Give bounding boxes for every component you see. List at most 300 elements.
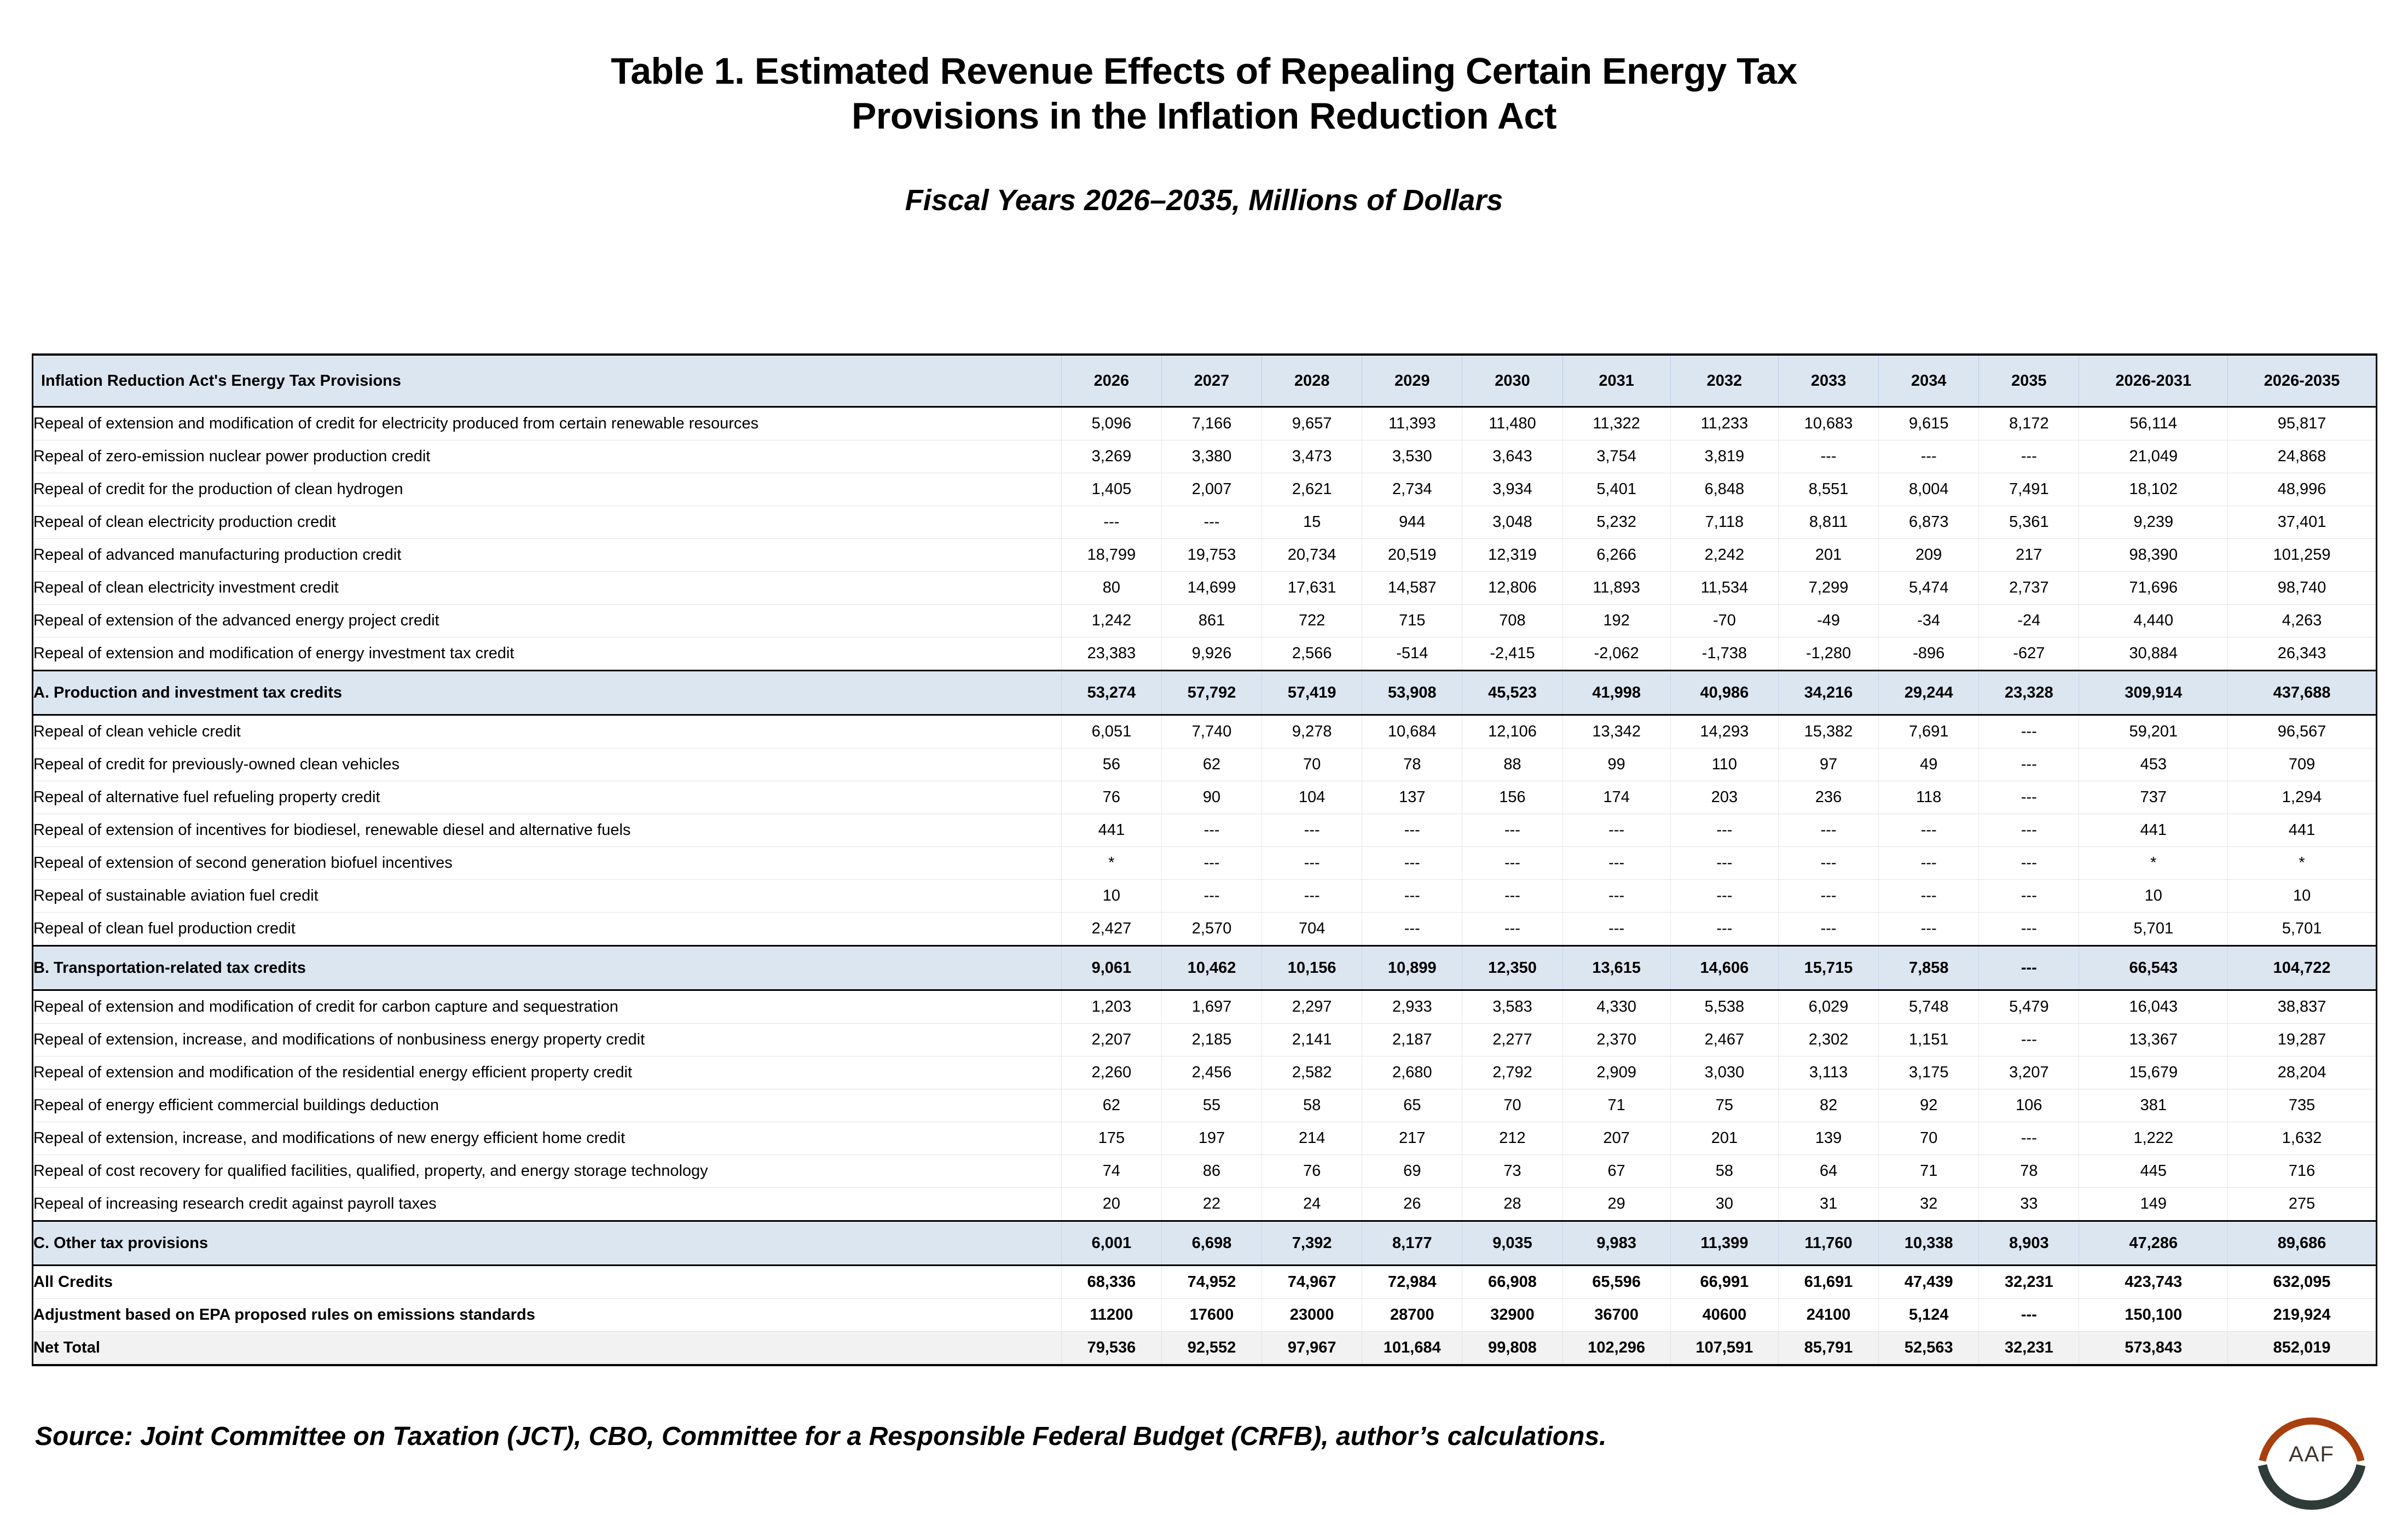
- cell-value: 11,893: [1562, 572, 1670, 605]
- cell-value: 18,799: [1061, 539, 1161, 572]
- cell-value: 30,884: [2079, 637, 2228, 671]
- cell-value: 78: [1979, 1155, 2079, 1188]
- cell-value: ---: [1562, 880, 1670, 913]
- revenue-effects-table: [32, 353, 2377, 1366]
- cell-value: -2,062: [1562, 637, 1670, 671]
- cell-value: 33: [1979, 1188, 2079, 1221]
- cell-value: 2,570: [1161, 913, 1261, 946]
- cell-value: 2,207: [1061, 1024, 1161, 1057]
- row-label: Repeal of clean vehicle credit: [33, 715, 1062, 748]
- section-subtotal-row: [33, 946, 2377, 990]
- cell-value: 1,697: [1161, 990, 1261, 1024]
- cell-value: 24100: [1779, 1299, 1879, 1332]
- cell-value: 96,567: [2228, 715, 2377, 748]
- cell-value: 10,156: [1262, 946, 1362, 990]
- cell-value: -49: [1779, 605, 1879, 637]
- cell-value: 53,274: [1061, 671, 1161, 715]
- cell-value: 62: [1061, 1089, 1161, 1122]
- row-label: Repeal of credit for previously-owned clean vehicles: [33, 748, 1062, 781]
- cell-value: 2,187: [1362, 1024, 1462, 1057]
- row-label: Repeal of credit for the production of clean hydrogen: [33, 473, 1062, 506]
- cell-value: 6,873: [1879, 506, 1979, 539]
- cell-value: 22: [1161, 1188, 1261, 1221]
- cell-value: 28700: [1362, 1299, 1462, 1332]
- cell-value: 13,342: [1562, 715, 1670, 748]
- cell-value: 2,427: [1061, 913, 1161, 946]
- table-row: [33, 1057, 2377, 1089]
- cell-value: 423,743: [2079, 1266, 2228, 1299]
- cell-value: ---: [1562, 847, 1670, 880]
- cell-value: -34: [1879, 605, 1979, 637]
- cell-value: 38,837: [2228, 990, 2377, 1024]
- cell-value: 9,926: [1161, 637, 1261, 671]
- cell-value: ---: [1462, 913, 1562, 946]
- row-label: Net Total: [33, 1332, 1062, 1366]
- table-row: [33, 473, 2377, 506]
- cell-value: 10,462: [1161, 946, 1261, 990]
- cell-value: *: [2228, 847, 2377, 880]
- cell-value: 98,390: [2079, 539, 2228, 572]
- cell-value: 10: [1061, 880, 1161, 913]
- cell-value: 7,166: [1161, 407, 1261, 440]
- cell-value: 70: [1462, 1089, 1562, 1122]
- cell-value: 437,688: [2228, 671, 2377, 715]
- cell-value: 11200: [1061, 1299, 1161, 1332]
- cell-value: 4,330: [1562, 990, 1670, 1024]
- section-subtotal-row: [33, 1221, 2377, 1266]
- cell-value: 71,696: [2079, 572, 2228, 605]
- section-subtotal-row: [33, 671, 2377, 715]
- cell-value: 92,552: [1161, 1332, 1261, 1366]
- cell-value: 214: [1262, 1122, 1362, 1155]
- cell-value: 203: [1670, 781, 1778, 814]
- cell-value: 5,361: [1979, 506, 2079, 539]
- cell-value: 14,293: [1670, 715, 1778, 748]
- column-header-2033: 2033: [1779, 355, 1879, 407]
- cell-value: 6,698: [1161, 1221, 1261, 1266]
- cell-value: 40600: [1670, 1299, 1778, 1332]
- cell-value: 26,343: [2228, 637, 2377, 671]
- cell-value: 445: [2079, 1155, 2228, 1188]
- cell-value: ---: [1670, 880, 1778, 913]
- cell-value: 2,141: [1262, 1024, 1362, 1057]
- cell-value: 24: [1262, 1188, 1362, 1221]
- row-label: Repeal of extension and modification of the residential energy efficient property credit: [33, 1057, 1062, 1089]
- cell-value: 68,336: [1061, 1266, 1161, 1299]
- column-header-2032: 2032: [1670, 355, 1778, 407]
- cell-value: 32,231: [1979, 1332, 2079, 1366]
- cell-value: 10: [2079, 880, 2228, 913]
- cell-value: 41,998: [1562, 671, 1670, 715]
- column-header-2030: 2030: [1462, 355, 1562, 407]
- cell-value: 106: [1979, 1089, 2079, 1122]
- cell-value: 97,967: [1262, 1332, 1362, 1366]
- page-title-line1: Table 1. Estimated Revenue Effects of Repealing Certain Energy Tax: [611, 50, 1797, 92]
- column-header-2035: 2035: [1979, 355, 2079, 407]
- cell-value: 6,848: [1670, 473, 1778, 506]
- cell-value: 201: [1670, 1122, 1778, 1155]
- row-label: Repeal of extension, increase, and modifications of nonbusiness energy property credit: [33, 1024, 1062, 1057]
- cell-value: 5,232: [1562, 506, 1670, 539]
- cell-value: 9,983: [1562, 1221, 1670, 1266]
- cell-value: 137: [1362, 781, 1462, 814]
- table-row: [33, 506, 2377, 539]
- table-row: [33, 847, 2377, 880]
- cell-value: ---: [1979, 946, 2079, 990]
- cell-value: 8,903: [1979, 1221, 2079, 1266]
- cell-value: 852,019: [2228, 1332, 2377, 1366]
- cell-value: 26: [1362, 1188, 1462, 1221]
- cell-value: 86: [1161, 1155, 1261, 1188]
- cell-value: 1,203: [1061, 990, 1161, 1024]
- cell-value: 56,114: [2079, 407, 2228, 440]
- cell-value: ---: [1979, 847, 2079, 880]
- column-header-2028: 2028: [1262, 355, 1362, 407]
- cell-value: 48,996: [2228, 473, 2377, 506]
- cell-value: 2,909: [1562, 1057, 1670, 1089]
- cell-value: 8,177: [1362, 1221, 1462, 1266]
- cell-value: 85,791: [1779, 1332, 1879, 1366]
- cell-value: 73: [1462, 1155, 1562, 1188]
- cell-value: 3,473: [1262, 440, 1362, 473]
- net-total-row: [33, 1332, 2377, 1366]
- cell-value: 40,986: [1670, 671, 1778, 715]
- grand-total-row: [33, 1266, 2377, 1299]
- cell-value: 92: [1879, 1089, 1979, 1122]
- cell-value: 9,657: [1262, 407, 1362, 440]
- cell-value: 52,563: [1879, 1332, 1979, 1366]
- cell-value: 57,792: [1161, 671, 1261, 715]
- cell-value: 58: [1262, 1089, 1362, 1122]
- cell-value: ---: [1462, 814, 1562, 847]
- cell-value: ---: [1979, 880, 2079, 913]
- cell-value: 275: [2228, 1188, 2377, 1221]
- cell-value: 174: [1562, 781, 1670, 814]
- cell-value: 1,242: [1061, 605, 1161, 637]
- cell-value: 5,479: [1979, 990, 2079, 1024]
- cell-value: 69: [1362, 1155, 1462, 1188]
- cell-value: 7,691: [1879, 715, 1979, 748]
- cell-value: 6,266: [1562, 539, 1670, 572]
- cell-value: 95,817: [2228, 407, 2377, 440]
- cell-value: 5,538: [1670, 990, 1778, 1024]
- cell-value: 101,684: [1362, 1332, 1462, 1366]
- cell-value: 74,952: [1161, 1266, 1261, 1299]
- row-label: Repeal of cost recovery for qualified facilities, qualified, property, and energy storage technology: [33, 1155, 1062, 1188]
- cell-value: 9,278: [1262, 715, 1362, 748]
- cell-value: 2,566: [1262, 637, 1362, 671]
- cell-value: 3,207: [1979, 1057, 2079, 1089]
- cell-value: ---: [1161, 506, 1261, 539]
- cell-value: 2,621: [1262, 473, 1362, 506]
- cell-value: 2,737: [1979, 572, 2079, 605]
- cell-value: 10,683: [1779, 407, 1879, 440]
- cell-value: 31: [1779, 1188, 1879, 1221]
- cell-value: 709: [2228, 748, 2377, 781]
- cell-value: 715: [1362, 605, 1462, 637]
- row-label: Repeal of clean fuel production credit: [33, 913, 1062, 946]
- cell-value: -514: [1362, 637, 1462, 671]
- cell-value: 32900: [1462, 1299, 1562, 1332]
- cell-value: 453: [2079, 748, 2228, 781]
- cell-value: ---: [1670, 913, 1778, 946]
- cell-value: 66,908: [1462, 1266, 1562, 1299]
- cell-value: 18,102: [2079, 473, 2228, 506]
- cell-value: 704: [1262, 913, 1362, 946]
- cell-value: ---: [1362, 880, 1462, 913]
- cell-value: ---: [1979, 1122, 2079, 1155]
- cell-value: 13,367: [2079, 1024, 2228, 1057]
- cell-value: ---: [1362, 847, 1462, 880]
- table-row: [33, 637, 2377, 671]
- cell-value: 197: [1161, 1122, 1261, 1155]
- cell-value: ---: [1262, 847, 1362, 880]
- cell-value: 5,701: [2228, 913, 2377, 946]
- cell-value: 209: [1879, 539, 1979, 572]
- table-row: [33, 880, 2377, 913]
- cell-value: 11,760: [1779, 1221, 1879, 1266]
- cell-value: 10: [2228, 880, 2377, 913]
- cell-value: 2,582: [1262, 1057, 1362, 1089]
- row-label: C. Other tax provisions: [33, 1221, 1062, 1266]
- cell-value: 6,029: [1779, 990, 1879, 1024]
- aaf-logo: [2246, 1394, 2377, 1525]
- cell-value: 10,338: [1879, 1221, 1979, 1266]
- cell-value: 236: [1779, 781, 1879, 814]
- cell-value: 441: [2079, 814, 2228, 847]
- cell-value: ---: [1779, 814, 1879, 847]
- cell-value: 15,679: [2079, 1057, 2228, 1089]
- cell-value: 219,924: [2228, 1299, 2377, 1332]
- cell-value: 78: [1362, 748, 1462, 781]
- cell-value: 88: [1462, 748, 1562, 781]
- cell-value: 97: [1779, 748, 1879, 781]
- cell-value: 79,536: [1061, 1332, 1161, 1366]
- cell-value: 8,172: [1979, 407, 2079, 440]
- cell-value: 28,204: [2228, 1057, 2377, 1089]
- cell-value: ---: [1879, 814, 1979, 847]
- cell-value: 708: [1462, 605, 1562, 637]
- cell-value: 1,294: [2228, 781, 2377, 814]
- cell-value: 2,007: [1161, 473, 1261, 506]
- column-header-2026-2031: 2026-2031: [2079, 355, 2228, 407]
- cell-value: 110: [1670, 748, 1778, 781]
- cell-value: 75: [1670, 1089, 1778, 1122]
- cell-value: 21,049: [2079, 440, 2228, 473]
- cell-value: 64: [1779, 1155, 1879, 1188]
- cell-value: 37,401: [2228, 506, 2377, 539]
- cell-value: 5,401: [1562, 473, 1670, 506]
- cell-value: *: [1061, 847, 1161, 880]
- row-label: Repeal of increasing research credit against payroll taxes: [33, 1188, 1062, 1221]
- cell-value: 3,113: [1779, 1057, 1879, 1089]
- cell-value: ---: [1879, 847, 1979, 880]
- cell-value: 212: [1462, 1122, 1562, 1155]
- cell-value: 32: [1879, 1188, 1979, 1221]
- cell-value: 71: [1879, 1155, 1979, 1188]
- cell-value: 632,095: [2228, 1266, 2377, 1299]
- table-body: [33, 407, 2377, 1366]
- cell-value: 61,691: [1779, 1266, 1879, 1299]
- cell-value: 7,740: [1161, 715, 1261, 748]
- cell-value: 23,328: [1979, 671, 2079, 715]
- cell-value: 20,519: [1362, 539, 1462, 572]
- row-label: Repeal of energy efficient commercial buildings deduction: [33, 1089, 1062, 1122]
- cell-value: 15,715: [1779, 946, 1879, 990]
- cell-value: 14,699: [1161, 572, 1261, 605]
- cell-value: 3,819: [1670, 440, 1778, 473]
- cell-value: 11,399: [1670, 1221, 1778, 1266]
- cell-value: ---: [1879, 880, 1979, 913]
- cell-value: ---: [1879, 440, 1979, 473]
- cell-value: 10,899: [1362, 946, 1462, 990]
- cell-value: 16,043: [2079, 990, 2228, 1024]
- cell-value: 441: [1061, 814, 1161, 847]
- cell-value: 76: [1061, 781, 1161, 814]
- cell-value: 5,096: [1061, 407, 1161, 440]
- table-row: [33, 748, 2377, 781]
- cell-value: 7,392: [1262, 1221, 1362, 1266]
- cell-value: 1,405: [1061, 473, 1161, 506]
- cell-value: 8,811: [1779, 506, 1879, 539]
- cell-value: 47,439: [1879, 1266, 1979, 1299]
- cell-value: ---: [1670, 814, 1778, 847]
- cell-value: 8,004: [1879, 473, 1979, 506]
- cell-value: 2,260: [1061, 1057, 1161, 1089]
- cell-value: ---: [1979, 715, 2079, 748]
- cell-value: 11,393: [1362, 407, 1462, 440]
- cell-value: ---: [1061, 506, 1161, 539]
- cell-value: ---: [1779, 880, 1879, 913]
- title-block: [0, 0, 2408, 217]
- cell-value: 4,263: [2228, 605, 2377, 637]
- cell-value: 47,286: [2079, 1221, 2228, 1266]
- cell-value: 5,748: [1879, 990, 1979, 1024]
- cell-value: 99,808: [1462, 1332, 1562, 1366]
- cell-value: 9,061: [1061, 946, 1161, 990]
- cell-value: 6,001: [1061, 1221, 1161, 1266]
- cell-value: 207: [1562, 1122, 1670, 1155]
- cell-value: 7,299: [1779, 572, 1879, 605]
- table-header-row: [33, 355, 2377, 407]
- cell-value: 99: [1562, 748, 1670, 781]
- cell-value: 722: [1262, 605, 1362, 637]
- cell-value: 17600: [1161, 1299, 1261, 1332]
- row-label: Repeal of extension of the advanced energy project credit: [33, 605, 1062, 637]
- cell-value: 70: [1262, 748, 1362, 781]
- cell-value: 12,350: [1462, 946, 1562, 990]
- table-row: [33, 1024, 2377, 1057]
- cell-value: 11,480: [1462, 407, 1562, 440]
- cell-value: 3,530: [1362, 440, 1462, 473]
- cell-value: 76: [1262, 1155, 1362, 1188]
- cell-value: 74: [1061, 1155, 1161, 1188]
- cell-value: 101,259: [2228, 539, 2377, 572]
- cell-value: 2,456: [1161, 1057, 1261, 1089]
- row-label: Repeal of clean electricity production credit: [33, 506, 1062, 539]
- table-row: [33, 1155, 2377, 1188]
- cell-value: 89,686: [2228, 1221, 2377, 1266]
- cell-value: 70: [1879, 1122, 1979, 1155]
- cell-value: 80: [1061, 572, 1161, 605]
- cell-value: 3,175: [1879, 1057, 1979, 1089]
- cell-value: 2,297: [1262, 990, 1362, 1024]
- cell-value: 2,302: [1779, 1024, 1879, 1057]
- cell-value: 1,632: [2228, 1122, 2377, 1155]
- table-row: [33, 715, 2377, 748]
- cell-value: 1,151: [1879, 1024, 1979, 1057]
- cell-value: 2,370: [1562, 1024, 1670, 1057]
- cell-value: 3,030: [1670, 1057, 1778, 1089]
- cell-value: 23000: [1262, 1299, 1362, 1332]
- page-title-line2: Provisions in the Inflation Reduction Act: [852, 95, 1556, 137]
- cell-value: -2,415: [1462, 637, 1562, 671]
- cell-value: 118: [1879, 781, 1979, 814]
- table-row: [33, 572, 2377, 605]
- row-label: Repeal of extension and modification of credit for electricity produced from certain renewable resources: [33, 407, 1062, 440]
- cell-value: 82: [1779, 1089, 1879, 1122]
- cell-value: ---: [1161, 880, 1261, 913]
- cell-value: 217: [1362, 1122, 1462, 1155]
- row-label: Repeal of extension of incentives for biodiesel, renewable diesel and alternative fuels: [33, 814, 1062, 847]
- cell-value: 3,048: [1462, 506, 1562, 539]
- cell-value: ---: [1979, 781, 2079, 814]
- row-label: Repeal of zero-emission nuclear power production credit: [33, 440, 1062, 473]
- cell-value: 5,474: [1879, 572, 1979, 605]
- cell-value: 65,596: [1562, 1266, 1670, 1299]
- table-row: [33, 539, 2377, 572]
- row-label: Adjustment based on EPA proposed rules on emissions standards: [33, 1299, 1062, 1332]
- cell-value: 2,277: [1462, 1024, 1562, 1057]
- cell-value: 139: [1779, 1122, 1879, 1155]
- cell-value: 150,100: [2079, 1299, 2228, 1332]
- cell-value: ---: [1779, 440, 1879, 473]
- row-label: Repeal of sustainable aviation fuel credit: [33, 880, 1062, 913]
- cell-value: 66,991: [1670, 1266, 1778, 1299]
- cell-value: -1,738: [1670, 637, 1778, 671]
- row-label: Repeal of extension and modification of credit for carbon capture and sequestration: [33, 990, 1062, 1024]
- cell-value: ---: [1362, 913, 1462, 946]
- cell-value: 5,701: [2079, 913, 2228, 946]
- cell-value: 7,118: [1670, 506, 1778, 539]
- cell-value: ---: [1161, 847, 1261, 880]
- cell-value: 192: [1562, 605, 1670, 637]
- cell-value: ---: [1462, 880, 1562, 913]
- column-header-2027: 2027: [1161, 355, 1261, 407]
- cell-value: 19,753: [1161, 539, 1261, 572]
- cell-value: -1,280: [1779, 637, 1879, 671]
- aaf-logo-text: AAF: [2289, 1442, 2335, 1466]
- cell-value: 9,239: [2079, 506, 2228, 539]
- cell-value: 3,380: [1161, 440, 1261, 473]
- cell-value: 716: [2228, 1155, 2377, 1188]
- cell-value: 381: [2079, 1089, 2228, 1122]
- cell-value: 10,684: [1362, 715, 1462, 748]
- table-row: [33, 781, 2377, 814]
- cell-value: 34,216: [1779, 671, 1879, 715]
- column-header-2029: 2029: [1362, 355, 1462, 407]
- column-header-2031: 2031: [1562, 355, 1670, 407]
- cell-value: ---: [1779, 847, 1879, 880]
- cell-value: 861: [1161, 605, 1261, 637]
- cell-value: 20: [1061, 1188, 1161, 1221]
- row-label: A. Production and investment tax credits: [33, 671, 1062, 715]
- cell-value: 23,383: [1061, 637, 1161, 671]
- row-label: Repeal of clean electricity investment credit: [33, 572, 1062, 605]
- cell-value: 2,792: [1462, 1057, 1562, 1089]
- cell-value: ---: [1562, 913, 1670, 946]
- cell-value: 56: [1061, 748, 1161, 781]
